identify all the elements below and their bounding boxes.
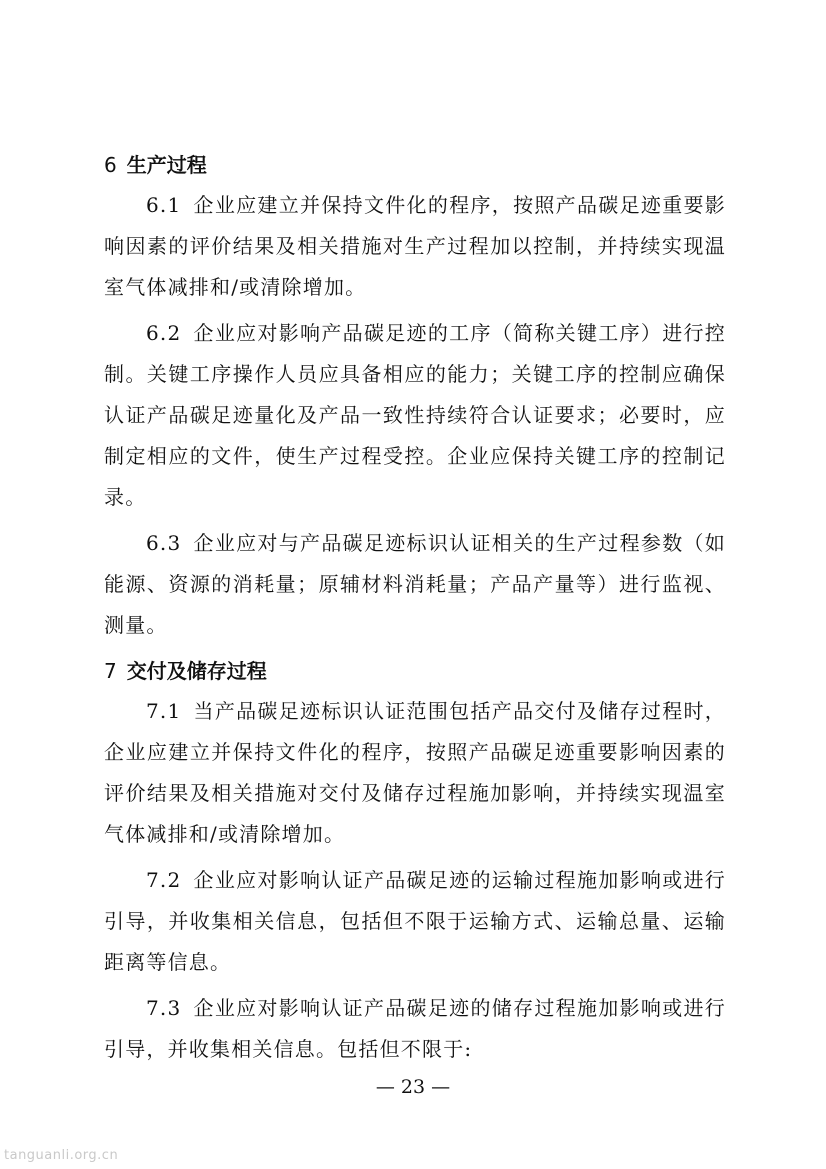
section-heading [104,145,726,185]
clause-text: 当产品碳足迹标识认证范围包括产品交付及储存过程时，企业应建立并保持文件化的程序，按照产品碳足迹重要影响因素的评价结果及相关措施对交付及储存过程施加影响，并持续实现温室气体减排和/或清除增加。 [104,699,726,846]
clause-number: 7.2 [146,868,182,892]
clause-text: 企业应对影响认证产品碳足迹的储存过程施加影响或进行引导，并收集相关信息。包括但不限于: [104,996,726,1061]
clause-number: 6.1 [146,193,182,217]
paragraph [104,313,726,518]
clause-text: 企业应对影响产品碳足迹的工序（简称关键工序）进行控制。关键工序操作人员应具备相应的能力；关键工序的控制应确保认证产品碳足迹量化及产品一致性持续符合认证要求；必要时，应制定相应的文件，使生产过程受控。企业应保持关键工序的控制记录。 [104,321,726,509]
clause-number: 6.2 [146,321,182,345]
section-title: 生产过程 [126,153,207,177]
clause-text: 企业应对与产品碳足迹标识认证相关的生产过程参数（如能源、资源的消耗量；原辅材料消耗量；产品产量等）进行监视、测量。 [104,531,726,637]
paragraph [104,523,726,646]
paragraph [104,185,726,308]
paragraph [104,988,726,1070]
section-title: 交付及储存过程 [126,659,267,683]
clause-number: 7.3 [146,996,182,1020]
clause-text: 企业应对影响认证产品碳足迹的运输过程施加影响或进行引导，并收集相关信息，包括但不限于运输方式、运输总量、运输距离等信息。 [104,868,726,974]
clause-number: 6.3 [146,531,182,555]
section-heading [104,651,726,691]
page-number: — 23 — [375,1076,451,1098]
section-number: 6 [104,153,117,177]
clause-text: 企业应建立并保持文件化的程序，按照产品碳足迹重要影响因素的评价结果及相关措施对生产过程加以控制，并持续实现温室气体减排和/或清除增加。 [104,193,726,299]
clause-number: 7.1 [146,699,182,723]
page-content [104,145,726,1075]
paragraph [104,860,726,983]
watermark: tanguanli.org.cn [4,1148,119,1163]
section-number: 7 [104,659,117,683]
paragraph [104,691,726,855]
